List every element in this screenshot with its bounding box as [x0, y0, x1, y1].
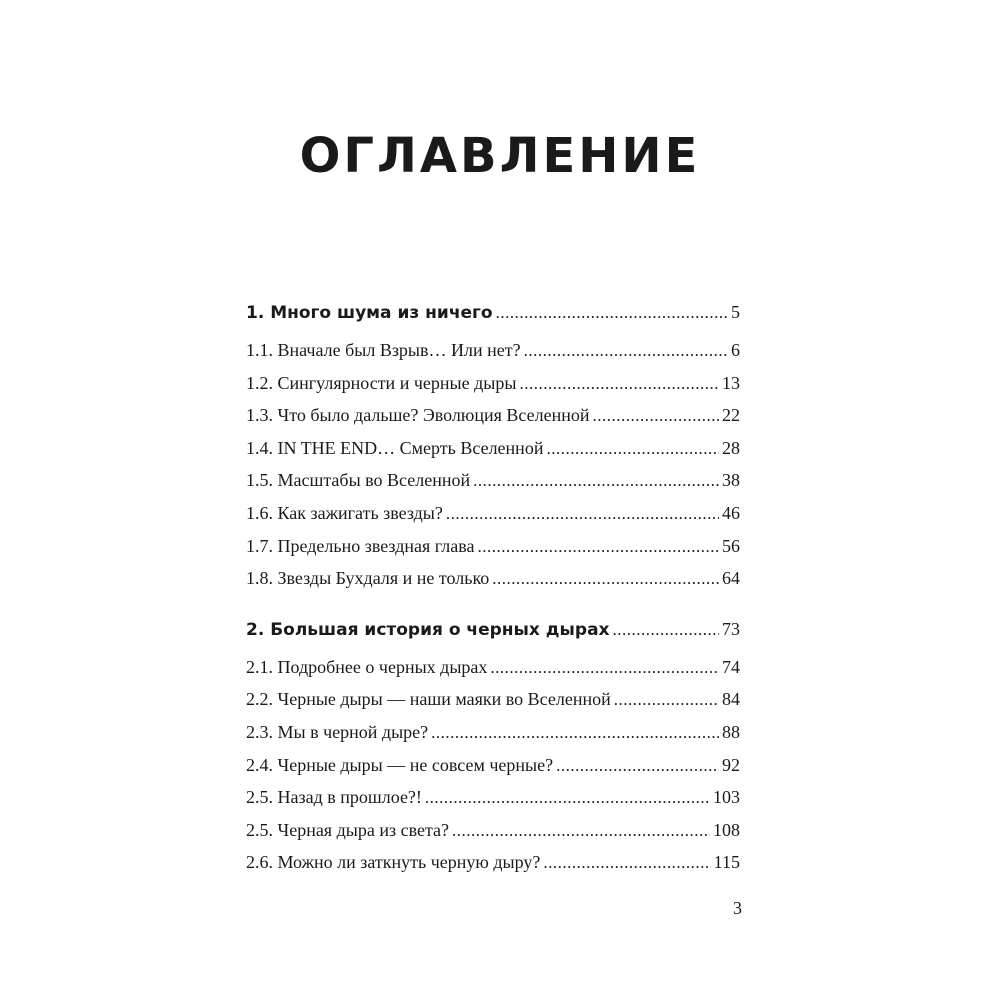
dot-leader	[556, 756, 719, 776]
dot-leader	[519, 374, 719, 394]
toc-section[interactable]	[246, 755, 740, 788]
toc-section-title: 2.1. Подробнее о черных дырах	[246, 656, 488, 677]
dot-leader	[614, 690, 719, 710]
dot-leader	[477, 537, 719, 557]
toc-section-title: 2.3. Мы в черной дыре?	[246, 721, 429, 742]
toc-section[interactable]	[246, 820, 740, 853]
toc-section-title: 2.6. Можно ли заткнуть черную дыру?	[246, 852, 541, 873]
toc-page-number: 22	[722, 405, 740, 426]
toc-section[interactable]	[246, 503, 740, 536]
dot-leader	[446, 504, 719, 524]
toc-page-number: 38	[722, 470, 740, 491]
dot-leader	[524, 341, 728, 361]
toc-chapter-title: 2. Большая история о черных дырах	[246, 619, 610, 640]
toc-section-title: 1.7. Предельно звездная глава	[246, 535, 475, 556]
dot-leader	[473, 471, 719, 491]
toc-section[interactable]	[246, 373, 740, 406]
toc-section-title: 1.6. Как зажигать звезды?	[246, 502, 443, 523]
dot-leader	[490, 658, 719, 678]
toc-page-number: 115	[713, 852, 740, 873]
toc-section-title: 1.5. Масштабы во Вселенной	[246, 470, 471, 491]
dot-leader	[496, 303, 728, 323]
toc-page-number: 46	[722, 502, 740, 523]
toc-page-number: 88	[722, 721, 740, 742]
toc-page-number: 28	[722, 437, 740, 458]
toc-section[interactable]	[246, 787, 740, 820]
toc-chapter[interactable]	[246, 300, 740, 340]
dot-leader	[592, 406, 719, 426]
table-of-contents	[246, 300, 740, 885]
toc-section-title: 2.5. Черная дыра из света?	[246, 819, 450, 840]
dot-leader	[431, 723, 719, 743]
toc-section[interactable]	[246, 657, 740, 690]
toc-page-number: 13	[722, 372, 740, 393]
toc-section-title: 1.2. Сингулярности и черные дыры	[246, 372, 517, 393]
toc-section-title: 1.3. Что было дальше? Эволюция Вселенной	[246, 405, 590, 426]
page-number: 3	[733, 898, 742, 918]
toc-section[interactable]	[246, 722, 740, 755]
toc-page-number: 92	[722, 754, 740, 775]
dot-leader	[546, 439, 719, 459]
toc-section[interactable]	[246, 470, 740, 503]
toc-page-number: 74	[722, 656, 740, 677]
dot-leader	[452, 821, 710, 841]
toc-page-number: 108	[713, 819, 740, 840]
dot-leader	[425, 788, 710, 808]
toc-page-number: 73	[722, 618, 740, 639]
toc-section[interactable]	[246, 689, 740, 722]
dot-leader	[613, 620, 719, 640]
toc-section[interactable]	[246, 405, 740, 438]
toc-section-title: 2.2. Черные дыры — наши маяки во Вселенной	[246, 689, 611, 710]
toc-section-title: 2.5. Назад в прошлое?!	[246, 787, 422, 808]
toc-chapter-title: 1. Много шума из ничего	[246, 303, 493, 323]
toc-section[interactable]	[246, 852, 740, 885]
dot-leader	[492, 569, 719, 589]
toc-section-title: 2.4. Черные дыры — не совсем черные?	[246, 754, 554, 775]
toc-section[interactable]	[246, 536, 740, 569]
toc-section[interactable]	[246, 438, 740, 471]
toc-page-number: 84	[722, 689, 740, 710]
toc-section[interactable]	[246, 568, 740, 601]
page-title: ОГЛАВЛЕНИЕ	[299, 128, 701, 184]
dot-leader	[543, 853, 710, 873]
toc-chapter[interactable]	[246, 617, 740, 657]
toc-page-number: 103	[713, 787, 740, 808]
toc-section-title: 1.1. Вначале был Взрыв… Или нет?	[246, 340, 521, 360]
toc-section-title: 1.8. Звезды Бухдаля и не только	[246, 568, 490, 589]
toc-section[interactable]	[246, 340, 740, 373]
toc-page-number: 5	[731, 302, 740, 322]
toc-page-number: 6	[731, 340, 740, 360]
toc-page-number: 56	[722, 535, 740, 556]
toc-section-title: 1.4. IN THE END… Смерть Вселенной	[246, 437, 544, 458]
toc-page-number: 64	[722, 568, 740, 589]
